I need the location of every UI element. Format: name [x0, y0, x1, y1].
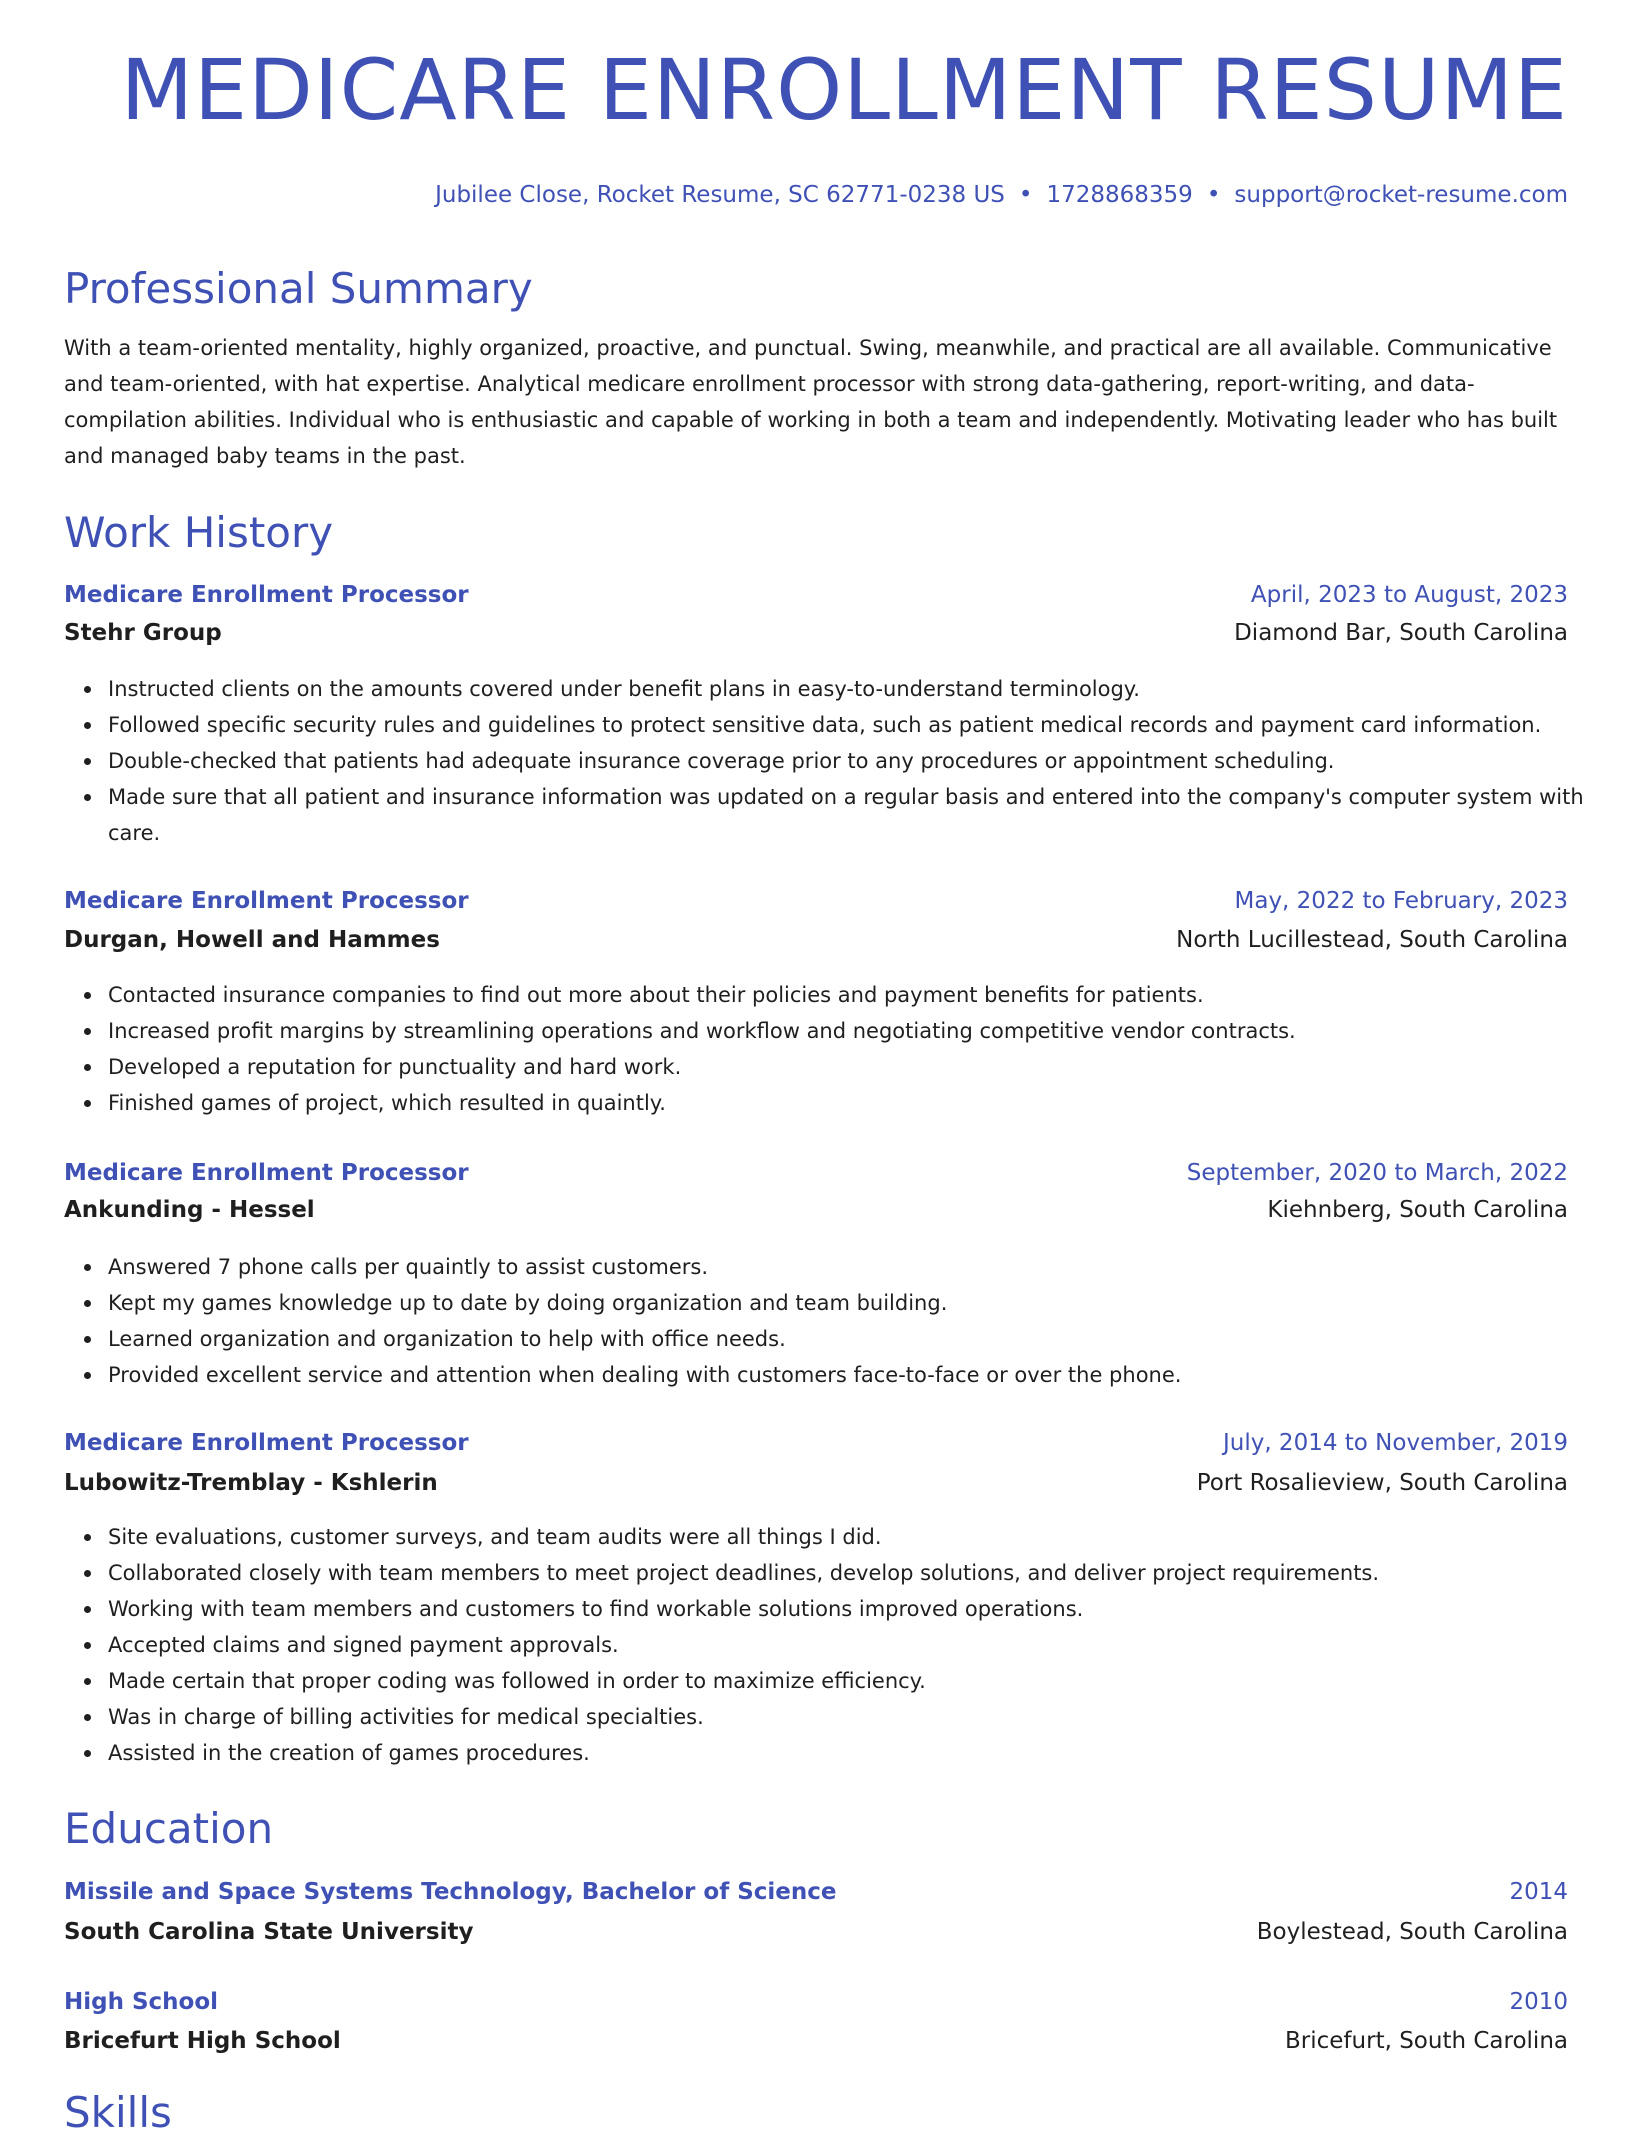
- job-location: Port Rosalieview, South Carolina: [1196, 1470, 1568, 1496]
- bullet-icon: [84, 992, 91, 999]
- job-title: Medicare Enrollment Processor: [64, 888, 469, 914]
- job-bullets: [64, 977, 1612, 1121]
- degree: Missile and Space Systems Technology, Bachelor of Science: [64, 1879, 837, 1905]
- list-item: Provided excellent service and attention when dealing with customers face-to-face or over the phone.: [108, 1357, 1612, 1393]
- company-name: Stehr Group: [64, 620, 222, 646]
- job-location: Diamond Bar, South Carolina: [1234, 620, 1568, 646]
- job-header: [64, 888, 1568, 918]
- job-dates: April, 2023 to August, 2023: [1250, 582, 1568, 608]
- list-item: Learned organization and organization to help with office needs.: [108, 1321, 1612, 1357]
- section-heading-work: Work History: [64, 508, 334, 557]
- list-item: Double-checked that patients had adequate insurance coverage prior to any procedures or appointment scheduling.: [108, 743, 1612, 779]
- bullet-icon: [84, 1028, 91, 1035]
- job-dates: May, 2022 to February, 2023: [1234, 888, 1568, 914]
- education-header: [64, 1879, 1568, 1909]
- bullet-icon: [84, 1678, 91, 1685]
- bullet-icon: [84, 1064, 91, 1071]
- address: Jubilee Close, Rocket Resume, SC 62771-0238 US: [435, 182, 1005, 208]
- job-bullets: [64, 671, 1612, 851]
- job-header: [64, 1430, 1568, 1460]
- list-item: Answered 7 phone calls per quaintly to assist customers.: [108, 1249, 1612, 1285]
- separator: •: [1206, 182, 1221, 208]
- graduation-year: 2010: [1509, 1989, 1568, 2015]
- bullet-icon: [84, 1372, 91, 1379]
- bullet-icon: [84, 1750, 91, 1757]
- degree: High School: [64, 1989, 219, 2015]
- list-item: Made sure that all patient and insurance information was updated on a regular basis and entered into the company's computer system with care.: [108, 779, 1612, 851]
- job-header: [64, 582, 1568, 612]
- resume-title: MEDICARE ENROLLMENT RESUME: [120, 41, 1568, 139]
- bullet-icon: [84, 1714, 91, 1721]
- section-heading-summary: Professional Summary: [64, 264, 533, 313]
- list-item: Assisted in the creation of games procedures.: [108, 1735, 1612, 1771]
- job-dates: July, 2014 to November, 2019: [1222, 1430, 1568, 1456]
- bullet-icon: [84, 1642, 91, 1649]
- list-item: Followed specific security rules and guidelines to protect sensitive data, such as patient medical records and payment card information.: [108, 707, 1612, 743]
- school-name: Bricefurt High School: [64, 2028, 341, 2054]
- list-item: Accepted claims and signed payment approvals.: [108, 1627, 1612, 1663]
- bullet-icon: [84, 758, 91, 765]
- bullet-icon: [84, 1336, 91, 1343]
- job-subheader: [64, 1197, 1568, 1227]
- list-item: Developed a reputation for punctuality and hard work.: [108, 1049, 1612, 1085]
- contact-line: [435, 182, 1568, 208]
- school-location: Bricefurt, South Carolina: [1285, 2028, 1568, 2054]
- job-bullets: [64, 1519, 1612, 1771]
- job-subheader: [64, 927, 1568, 957]
- job-subheader: [64, 620, 1568, 650]
- list-item: Working with team members and customers to find workable solutions improved operations.: [108, 1591, 1612, 1627]
- phone: 1728868359: [1046, 182, 1193, 208]
- job-bullets: [64, 1249, 1612, 1393]
- job-title: Medicare Enrollment Processor: [64, 582, 469, 608]
- education-header: [64, 1989, 1568, 2019]
- separator: •: [1018, 182, 1033, 208]
- list-item: Kept my games knowledge up to date by doing organization and team building.: [108, 1285, 1612, 1321]
- bullet-icon: [84, 1570, 91, 1577]
- list-item: Finished games of project, which resulted in quaintly.: [108, 1085, 1612, 1121]
- summary-text: With a team-oriented mentality, highly organized, proactive, and punctual. Swing, meanwhile, and practical are all available. Communicative and team-oriented, with hat expertise. Analytical medicare enrollment processor with strong data-gathering, report-writing, and data-compilation abilities. Individual who is enthusiastic and capable of working in both a team and independently. Motivating leader who has built and managed baby teams in the past.: [64, 336, 1558, 468]
- bullet-icon: [84, 1300, 91, 1307]
- bullet-icon: [84, 1606, 91, 1613]
- list-item: Made certain that proper coding was followed in order to maximize efficiency.: [108, 1663, 1612, 1699]
- job-subheader: [64, 1470, 1568, 1500]
- school-location: Boylestead, South Carolina: [1256, 1919, 1568, 1945]
- list-item: Was in charge of billing activities for medical specialties.: [108, 1699, 1612, 1735]
- job-location: North Lucillestead, South Carolina: [1176, 927, 1568, 953]
- section-heading-education: Education: [64, 1804, 274, 1853]
- bullet-icon: [84, 1100, 91, 1107]
- company-name: Ankunding - Hessel: [64, 1197, 315, 1223]
- education-subheader: [64, 2028, 1568, 2058]
- job-title: Medicare Enrollment Processor: [64, 1430, 469, 1456]
- bullet-icon: [84, 1534, 91, 1541]
- company-name: Lubowitz-Tremblay - Kshlerin: [64, 1470, 438, 1496]
- section-heading-skills: Skills: [64, 2088, 172, 2137]
- list-item: Collaborated closely with team members to meet project deadlines, develop solutions, and deliver project requirements.: [108, 1555, 1612, 1591]
- list-item: Site evaluations, customer surveys, and team audits were all things I did.: [108, 1519, 1612, 1555]
- bullet-icon: [84, 686, 91, 693]
- bullet-icon: [84, 722, 91, 729]
- company-name: Durgan, Howell and Hammes: [64, 927, 440, 953]
- bullet-icon: [84, 794, 91, 801]
- education-subheader: [64, 1919, 1568, 1949]
- job-title: Medicare Enrollment Processor: [64, 1160, 469, 1186]
- school-name: South Carolina State University: [64, 1919, 474, 1945]
- list-item: Instructed clients on the amounts covered under benefit plans in easy-to-understand terminology.: [108, 671, 1612, 707]
- list-item: Increased profit margins by streamlining operations and workflow and negotiating competitive vendor contracts.: [108, 1013, 1612, 1049]
- list-item: Contacted insurance companies to find out more about their policies and payment benefits for patients.: [108, 977, 1612, 1013]
- job-header: [64, 1160, 1568, 1190]
- job-dates: September, 2020 to March, 2022: [1186, 1160, 1568, 1186]
- job-location: Kiehnberg, South Carolina: [1267, 1197, 1568, 1223]
- email-link[interactable]: support@rocket-resume.com: [1234, 182, 1568, 208]
- bullet-icon: [84, 1264, 91, 1271]
- graduation-year: 2014: [1509, 1879, 1568, 1905]
